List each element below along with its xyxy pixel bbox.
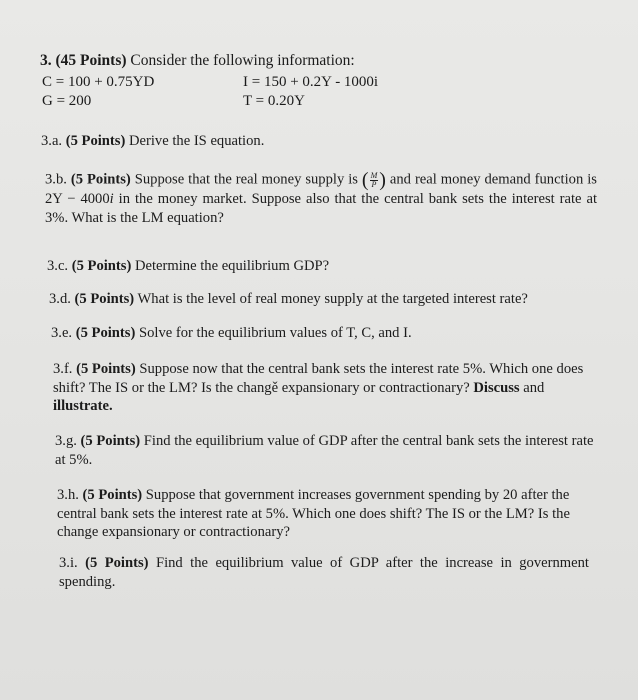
equation-investment: I = 150 + 0.2Y - 1000i	[243, 74, 379, 90]
part-b-text-before: Suppose that the real money supply is	[134, 171, 358, 188]
part-b-label: 3.b.	[45, 171, 67, 188]
part-g-points: (5 Points)	[80, 433, 141, 449]
question-number: 3.	[40, 52, 52, 69]
part-e-label: 3.e.	[51, 325, 73, 341]
question-points: (45 Points)	[55, 52, 127, 69]
part-g-label: 3.g.	[55, 433, 77, 449]
interest-variable: i	[109, 191, 114, 207]
part-i-label: 3.i.	[59, 555, 78, 571]
part-b-text-after: and real money demand function is 2Y − 4000	[45, 171, 597, 207]
part-c	[47, 257, 597, 276]
equation-government: G = 200	[42, 93, 92, 109]
fraction-denominator: P	[371, 179, 377, 189]
part-f-label: 3.f.	[53, 361, 73, 377]
part-i	[59, 554, 589, 591]
part-f-text: Suppose now that the central bank sets the interest rate 5%. Which one does shift? The IS or the LM? Is the changě expansionary or contractionary?	[53, 361, 584, 396]
part-a	[41, 132, 601, 151]
part-b-points: (5 Points)	[70, 171, 131, 188]
part-d-text: What is the level of real money supply at the targeted interest rate?	[137, 291, 528, 307]
part-d-label: 3.d.	[49, 291, 71, 307]
part-b	[45, 170, 597, 227]
part-a-label: 3.a.	[41, 133, 63, 149]
fraction-close-paren: )	[379, 169, 386, 191]
part-h-label: 3.h.	[57, 487, 79, 503]
question-intro: Consider the following information:	[130, 52, 355, 69]
part-e-text: Solve for the equilibrium values of T, C, and I.	[138, 325, 412, 341]
part-g	[55, 432, 595, 469]
part-b-text-end: in the money market. Suppose also that the central bank sets the interest rate at 3%. What is the LM equation?	[45, 191, 598, 226]
part-g-text: Find the equilibrium value of GDP after the central bank sets the interest rate at 5%.	[55, 433, 594, 468]
part-e	[51, 324, 601, 343]
fraction-numerator: M	[370, 170, 378, 180]
part-f-points: (5 Points)	[76, 361, 136, 377]
question-header	[40, 52, 355, 70]
part-a-text: Derive the IS equation.	[128, 133, 265, 149]
part-h-text: Suppose that government increases government spending by 20 after the central bank sets the interest rate at 5%. Which one does shift? The IS or the LM? Is the change expansionary or contractionary?	[57, 487, 570, 540]
part-f-illustrate: illustrate	[53, 398, 109, 414]
part-i-points: (5 Points)	[85, 555, 149, 571]
part-i-text: Find the equilibrium value of GDP after the increase in government spending.	[59, 555, 589, 590]
part-f-discuss: Discuss	[473, 379, 520, 396]
part-f-and: and	[523, 379, 545, 396]
part-h	[57, 486, 591, 542]
part-a-points: (5 Points)	[65, 133, 126, 149]
part-d-points: (5 Points)	[74, 291, 135, 307]
equation-consumption: C = 100 + 0.75YD	[42, 74, 155, 90]
part-c-label: 3.c.	[47, 258, 69, 274]
part-c-points: (5 Points)	[71, 258, 132, 274]
money-supply-fraction	[370, 172, 379, 189]
equation-taxes: T = 0.20Y	[243, 93, 305, 109]
part-c-text: Determine the equilibrium GDP?	[134, 258, 330, 274]
part-h-points: (5 Points)	[82, 487, 143, 503]
part-f-period: .	[108, 398, 113, 414]
fraction-open-paren: (	[361, 169, 369, 191]
part-d	[49, 290, 599, 309]
part-f	[53, 360, 603, 416]
part-e-points: (5 Points)	[75, 325, 136, 341]
